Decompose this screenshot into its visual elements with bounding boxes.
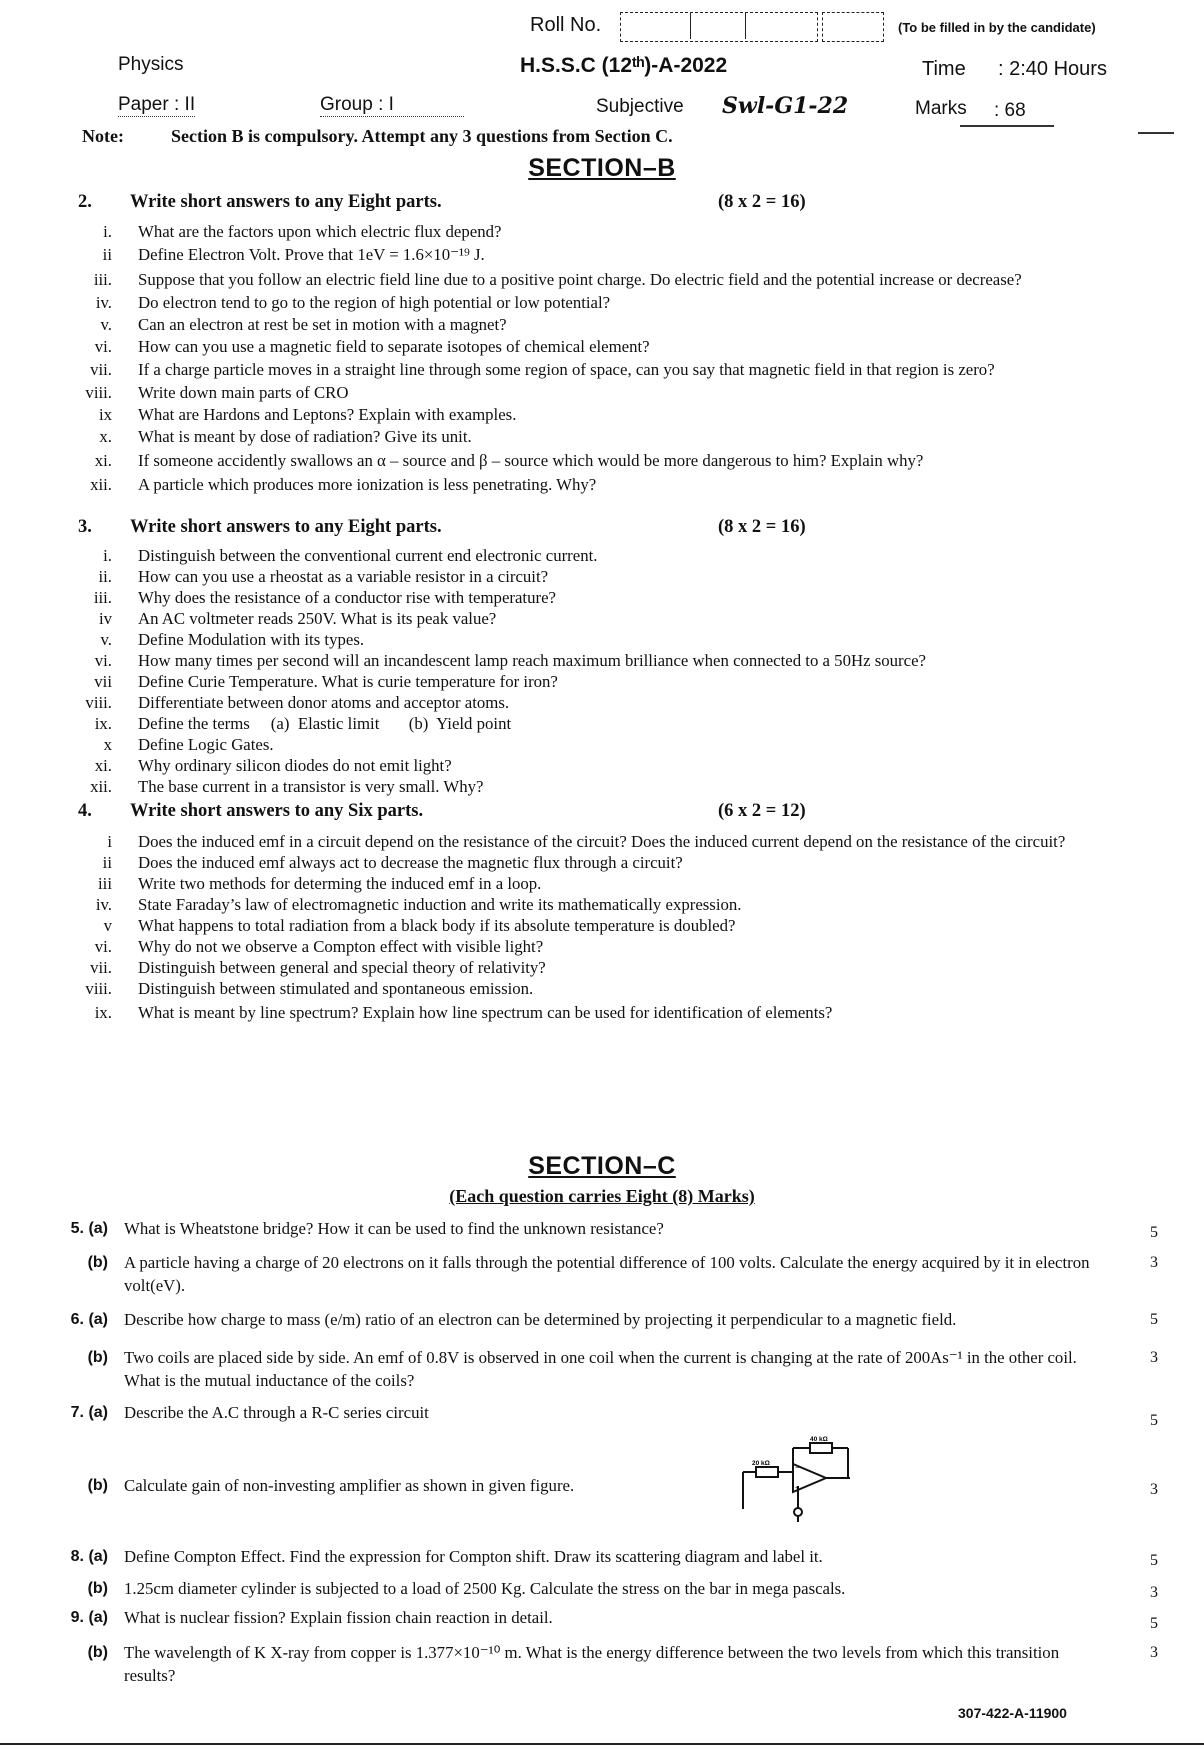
list-item: ix What are Hardons and Leptons? Explain with examples. bbox=[98, 405, 517, 424]
question-marks: (8 x 2 = 16) bbox=[718, 192, 806, 212]
list-item: ii. How can you use a rheostat as a variable resistor in a circuit? bbox=[98, 567, 549, 586]
question-4-parts bbox=[0, 832, 1204, 1023]
op-amp-figure bbox=[738, 1434, 858, 1526]
exam-title: H.S.S.C (12ᵗʰ)-A-2022 bbox=[520, 54, 728, 77]
question-marks: (6 x 2 = 12) bbox=[718, 801, 806, 821]
list-item: iii Write two methods for determing the induced emf in a loop. bbox=[98, 874, 542, 893]
list-item: v What happens to total radiation from a black body if its absolute temperature is doubled? bbox=[103, 916, 736, 935]
list-item: i Does the induced emf in a circuit depend on the resistance of the circuit? Does the induced current depend on the resistance of the circuit? bbox=[107, 832, 1066, 851]
list-item: viii. Differentiate between donor atoms and acceptor atoms. bbox=[85, 693, 510, 712]
list-item: iv An AC voltmeter reads 250V. What is its peak value? bbox=[98, 609, 497, 628]
subjective-label: Subjective bbox=[596, 96, 684, 117]
list-item: iii. Why does the resistance of a conductor rise with temperature? bbox=[93, 588, 556, 607]
marks-value: : 68 bbox=[994, 100, 1026, 121]
list-item: v. Can an electron at rest be set in motion with a magnet? bbox=[100, 315, 507, 334]
question-title: Write short answers to any Six parts. bbox=[130, 801, 424, 821]
note-line bbox=[82, 126, 673, 147]
list-item: x Define Logic Gates. bbox=[103, 735, 274, 754]
section-c-title: SECTION–C bbox=[528, 1152, 676, 1180]
bottom-rule bbox=[0, 1743, 1204, 1745]
list-item: vii. Distinguish between general and special theory of relativity? bbox=[90, 958, 546, 977]
list-item: xii. A particle which produces more ionization is less penetrating. Why? bbox=[90, 475, 597, 494]
subject-name: Physics bbox=[118, 54, 184, 75]
list-item: xii. The base current in a transistor is very small. Why? bbox=[90, 777, 484, 796]
question-3-heading bbox=[78, 517, 806, 538]
list-item: vii. If a charge particle moves in a straight line through some region of space, can you say that magnetic field in that region is zero? bbox=[90, 360, 995, 379]
list-item: iv. State Faraday’s law of electromagnetic induction and write its mathematically expression. bbox=[95, 895, 742, 914]
list-item: x. What is meant by dose of radiation? Give its unit. bbox=[99, 427, 472, 446]
section-b-title: SECTION–B bbox=[528, 154, 676, 182]
paper-label: Paper : II bbox=[118, 94, 196, 115]
note-label: Note: bbox=[82, 126, 124, 146]
list-item: i. What are the factors upon which electric flux depend? bbox=[103, 222, 502, 241]
list-item: vi. Why do not we observe a Compton effect with visible light? bbox=[94, 937, 544, 956]
group-label: Group : I bbox=[320, 94, 464, 117]
list-item: vi. How many times per second will an incandescent lamp reach maximum brilliance when connected to a 50Hz source? bbox=[94, 651, 926, 670]
question-2-heading bbox=[78, 192, 806, 213]
list-item: xi. If someone accidently swallows an α – source and β – source which would be more dangerous to him? Explain why? bbox=[94, 451, 924, 470]
svg-text:+: + bbox=[795, 1485, 800, 1492]
question-3-parts bbox=[0, 546, 1204, 797]
list-item: ii Define Electron Volt. Prove that 1eV = 1.6×10⁻¹⁹ J. bbox=[102, 245, 485, 264]
marks-underline bbox=[960, 125, 1054, 127]
section-c-subtitle: (Each question carries Eight (8) Marks) bbox=[449, 1186, 755, 1206]
question-number: 4. bbox=[78, 801, 92, 821]
question-marks: (8 x 2 = 16) bbox=[718, 517, 806, 537]
list-item: xi. Why ordinary silicon diodes do not emit light? bbox=[94, 756, 452, 775]
list-item: v. Define Modulation with its types. bbox=[100, 630, 365, 649]
roll-no-divider bbox=[745, 13, 746, 39]
roll-no-note: (To be filled in by the candidate) bbox=[898, 20, 1096, 35]
header-rule bbox=[1138, 132, 1174, 134]
list-item: ix. What is meant by line spectrum? Explain how line spectrum can be used for identification of elements? bbox=[94, 1003, 833, 1022]
question-4-heading bbox=[78, 801, 806, 822]
list-item: viii. Distinguish between stimulated and spontaneous emission. bbox=[85, 979, 534, 998]
marks-label: Marks bbox=[915, 98, 967, 119]
feedback-resistor-label: 40 kΩ bbox=[810, 1436, 828, 1443]
input-resistor bbox=[756, 1467, 778, 1477]
question-title: Write short answers to any Eight parts. bbox=[130, 517, 442, 537]
time-value: : 2:40 Hours bbox=[998, 58, 1107, 80]
handwritten-code: Swl-G1-22 bbox=[722, 93, 849, 119]
feedback-resistor bbox=[810, 1443, 832, 1453]
list-item: vii Define Curie Temperature. What is curie temperature for iron? bbox=[94, 672, 558, 691]
list-item: ix. Define the terms (a) Elastic limit (b) Yield point bbox=[94, 714, 512, 733]
list-item: iv. Do electron tend to go to the region of high potential or low potential? bbox=[95, 293, 611, 312]
list-item: viii. Write down main parts of CRO bbox=[85, 383, 349, 402]
list-item: ii Does the induced emf always act to decrease the magnetic flux through a circuit? bbox=[102, 853, 683, 872]
question-2-parts bbox=[0, 222, 1204, 495]
question-number: 2. bbox=[78, 192, 92, 212]
list-item: iii. Suppose that you follow an electric field line due to a positive point charge. Do electric field and the potential increase or decrease? bbox=[93, 270, 1022, 289]
svg-text:−: − bbox=[795, 1465, 800, 1472]
roll-no-field[interactable] bbox=[620, 12, 818, 42]
list-item: i. Distinguish between the conventional current end electronic current. bbox=[103, 546, 598, 565]
time-label: Time bbox=[922, 58, 966, 80]
roll-no-label: Roll No. bbox=[530, 14, 602, 36]
paper-code: 307-422-A-11900 bbox=[958, 1705, 1067, 1721]
question-title: Write short answers to any Eight parts. bbox=[130, 192, 442, 212]
input-resistor-label: 20 kΩ bbox=[752, 1460, 770, 1467]
roll-no-divider bbox=[690, 13, 691, 39]
roll-no-field[interactable] bbox=[822, 12, 884, 42]
question-number: 3. bbox=[78, 517, 92, 537]
note-text: Section B is compulsory. Attempt any 3 questions from Section C. bbox=[170, 126, 673, 146]
list-item: vi. How can you use a magnetic field to separate isotopes of chemical element? bbox=[94, 337, 650, 356]
